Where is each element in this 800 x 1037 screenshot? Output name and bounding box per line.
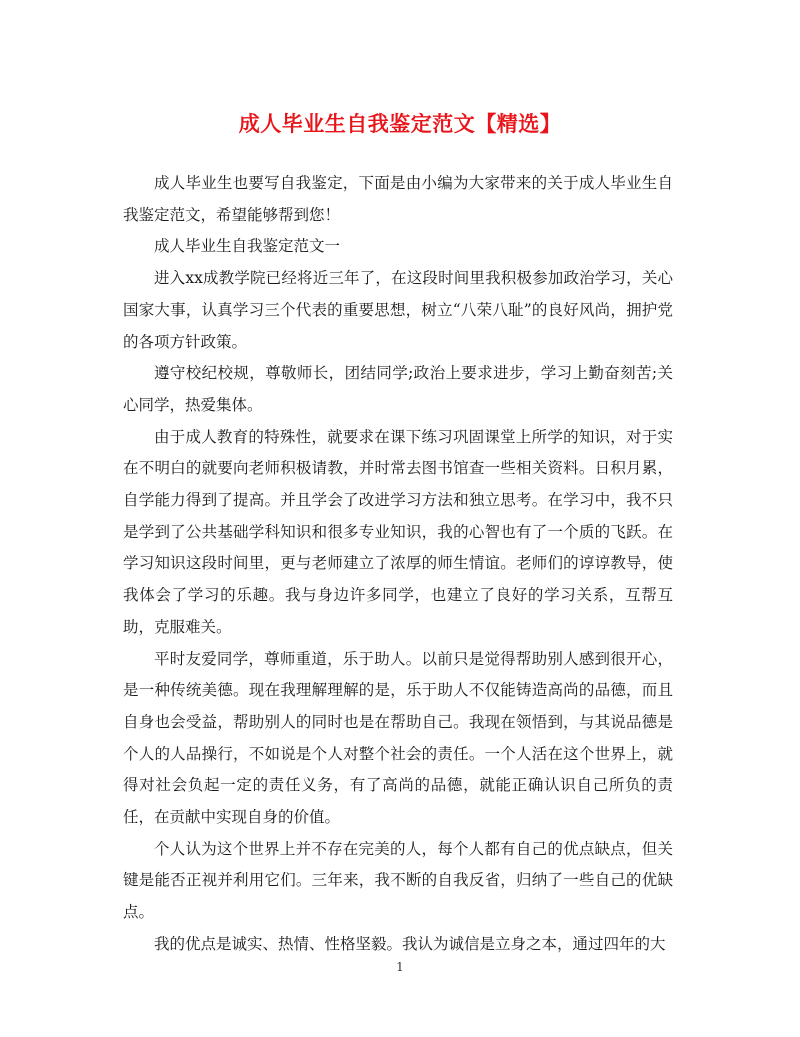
paragraph: 遵守校纪校规，尊敬师长，团结同学;政治上要求进步，学习上勤奋刻苦;关心同学，热爱集体。 xyxy=(123,364,673,414)
paragraph: 我的优点是诚实、热情、性格坚毅。我认为诚信是立身之本，通过四年的大 xyxy=(154,934,666,953)
paragraph: 进入xx成教学院已经将近三年了，在这段时间里我积极参加政治学习，关心国家大事，认真学习三个代表的重要思想，树立“八荣八耻”的良好风尚，拥护党的各项方针政策。 xyxy=(123,269,673,351)
paragraph: 由于成人教育的特殊性，就要求在课下练习巩固课堂上所学的知识，对于实在不明白的就要向老师积极请教，并时常去图书馆查一些相关资料。日积月累，自学能力得到了提高。并且学会了改进学习方法和独立思考。在学习中，我不只是学到了公共基础学科知识和很多专业知识，我的心智也有了一个质的飞跃。在学习知识这段时间里，更与老师建立了浓厚的师生情谊。老师们的谆谆教导，使我体会了学习的乐趣。我与身边许多同学，也建立了良好的学习关系，互帮互助，克服难关。 xyxy=(123,427,673,636)
page-number: 1 xyxy=(396,960,404,974)
document-body xyxy=(123,168,673,961)
paragraph: 个人认为这个世界上并不存在完美的人，每个人都有自己的优点缺点，但关键是能否正视并利用它们。三年来，我不断的自我反省，归纳了一些自己的优缺点。 xyxy=(123,839,673,922)
section-heading: 成人毕业生自我鉴定范文一 xyxy=(154,237,341,256)
paragraph: 平时友爱同学，尊师重道，乐于助人。以前只是觉得帮助别人感到很开心，是一种传统美德。现在我理解理解的是，乐于助人不仅能铸造高尚的品德，而且自身也会受益，帮助别人的同时也是在帮助自己。我现在领悟到，与其说品德是个人的人品操行，不如说是个人对整个社会的责任。一个人活在这个世界上，就得对社会负起一定的责任义务，有了高尚的品德，就能正确认识自己所负的责任，在贡献中实现自身的价值。 xyxy=(123,649,673,827)
paragraph-intro: 成人毕业生也要写自我鉴定，下面是由小编为大家带来的关于成人毕业生自我鉴定范文，希望能够帮到您！ xyxy=(123,174,673,224)
document-title: 成人毕业生自我鉴定范文【精选】 xyxy=(238,111,562,136)
